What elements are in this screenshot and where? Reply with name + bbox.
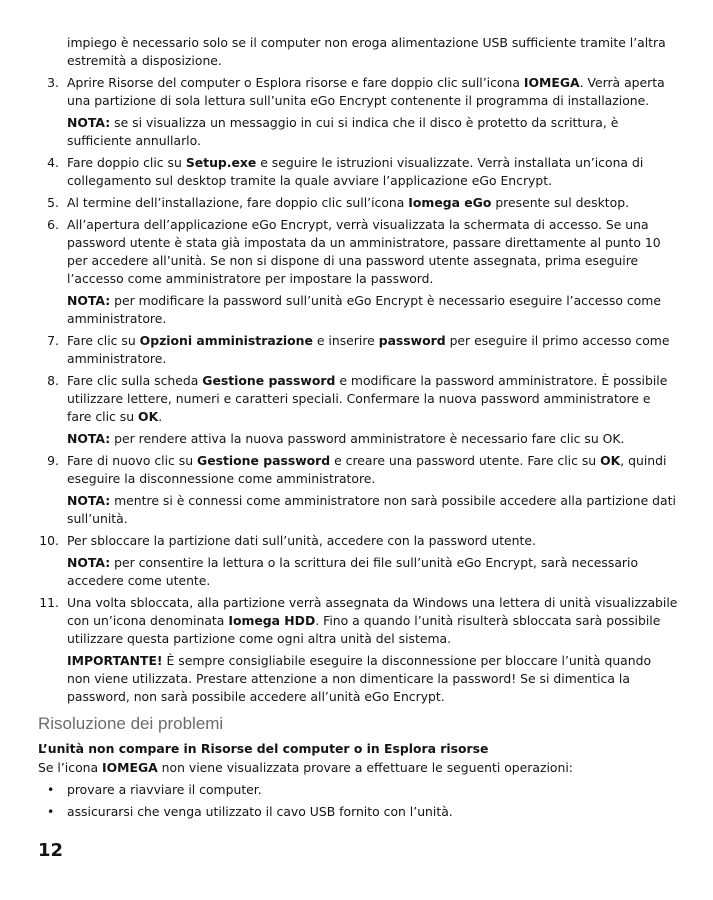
step-text <box>67 452 678 488</box>
step-number: 3. <box>47 75 59 90</box>
note <box>67 114 678 150</box>
note-text: per rendere attiva la nuova password amministratore è necessario fare clic su OK. <box>110 431 625 446</box>
list-item <box>38 332 678 368</box>
bold-text: Gestione password <box>202 373 336 388</box>
bullet-item <box>38 803 678 821</box>
list-item <box>38 532 678 550</box>
step-number: 7. <box>47 333 59 348</box>
continued-paragraph: impiego è necessario solo se il computer non eroga alimentazione USB sufficiente tramite l’altra estremità a disposizione. <box>67 35 666 68</box>
bullet-item <box>38 781 678 799</box>
text-run: e seguire le istruzioni visualizzate. Verrà installata un’icona di collegamento sul desktop tramite la quale avviare l’applicazione eGo Encrypt. <box>67 155 644 188</box>
text-run: non viene visualizzata provare a effettuare le seguenti operazioni: <box>157 760 573 775</box>
list-item <box>38 194 678 212</box>
step-text <box>67 372 678 426</box>
note-text: È sempre consigliabile eseguire la disconnessione per bloccare l’unità quando non viene utilizzata. Prestare attenzione a non dimenticare la password! Se si dimentica la password, non sarà possibile accedere all’unità eGo Encrypt. <box>67 653 652 704</box>
bullet-text: assicurarsi che venga utilizzato il cavo USB fornito con l’unità. <box>67 804 453 819</box>
text-run: . <box>158 409 163 424</box>
installation-steps-list <box>38 74 678 706</box>
step-number: 10. <box>39 533 59 548</box>
bold-text: IOMEGA <box>102 760 158 775</box>
list-item <box>38 594 678 648</box>
bold-text: Opzioni amministrazione <box>139 333 313 348</box>
bullet-text: provare a riavviare il computer. <box>67 782 262 797</box>
step-text <box>67 216 678 288</box>
note-label: NOTA: <box>67 493 111 508</box>
bold-text: Iomega eGo <box>408 195 492 210</box>
list-item <box>38 372 678 426</box>
note-label: IMPORTANTE! <box>67 653 163 668</box>
text-run: . Fino a quando l’unità risulterà sbloccata sarà possibile utilizzare questa partizione come ogni altra unità del sistema. <box>67 613 661 646</box>
note <box>67 430 678 448</box>
note-label: NOTA: <box>67 555 111 570</box>
text-run: , quindi eseguire la disconnessione come amministratore. <box>67 453 667 486</box>
document-page <box>38 34 678 821</box>
note <box>67 554 678 590</box>
text-run: Per sbloccare la partizione dati sull’unità, accedere con la password utente. <box>67 533 536 548</box>
bullet-icon: • <box>47 804 55 819</box>
step-text <box>67 154 678 190</box>
step-text <box>67 74 678 110</box>
page-number: 12 <box>38 840 64 861</box>
note-text: per modificare la password sull’unità eGo Encrypt è necessario eseguire l’accesso come amministratore. <box>67 293 661 326</box>
note-label: NOTA: <box>67 431 111 446</box>
text-run: Al termine dell’installazione, fare doppio clic sull’icona <box>67 195 409 210</box>
step-number: 8. <box>47 373 59 388</box>
bold-text: IOMEGA <box>523 75 580 90</box>
text-run: Aprire Risorse del computer o Esplora risorse e fare doppio clic sull’icona <box>67 75 524 90</box>
step-number: 6. <box>47 217 59 232</box>
bullet-list <box>38 781 678 821</box>
text-run: e modificare la password amministratore. È possibile utilizzare lettere, numeri e caratteri speciali. Confermare la nuova password amministratore e fare clic su <box>67 373 668 424</box>
list-item <box>38 74 678 110</box>
step-number: 11. <box>39 595 59 610</box>
note-text: mentre si è connessi come amministratore non sarà possibile accedere alla partizione dati sull’unità. <box>67 493 676 526</box>
list-item <box>38 154 678 190</box>
step-number: 9. <box>47 453 59 468</box>
troubleshooting-intro <box>38 759 678 777</box>
bold-text: Gestione password <box>197 453 331 468</box>
bullet-icon: • <box>47 782 55 797</box>
step-text <box>67 594 678 648</box>
note-text: per consentire la lettura o la scrittura dei file sull’unità eGo Encrypt, sarà necessario accedere come utente. <box>67 555 639 588</box>
step-text <box>67 532 678 550</box>
step-text <box>67 194 678 212</box>
text-run: Fare clic sulla scheda <box>67 373 203 388</box>
note <box>67 492 678 528</box>
note <box>67 652 678 706</box>
bold-text: password <box>378 333 446 348</box>
text-run: Una volta sbloccata, alla partizione verrà assegnata da Windows una lettera di unità visualizzabile con un’icona denominata <box>67 595 678 628</box>
text-run: e creare una password utente. Fare clic su <box>330 453 601 468</box>
section-title: Risoluzione dei problemi <box>38 714 224 733</box>
text-run: . Verrà aperta una partizione di sola lettura sull’unita eGo Encrypt contenente il programma di installazione. <box>67 75 665 108</box>
note-label: NOTA: <box>67 115 111 130</box>
text-run: Fare doppio clic su <box>67 155 186 170</box>
text-run: Fare di nuovo clic su <box>67 453 198 468</box>
step-number: 5. <box>47 195 59 210</box>
note-label: NOTA: <box>67 293 111 308</box>
list-item <box>38 216 678 288</box>
text-run: Se l’icona <box>38 760 103 775</box>
step-text <box>67 332 678 368</box>
text-run: e inserire <box>312 333 379 348</box>
list-item <box>38 452 678 488</box>
subheading: L’unità non compare in Risorse del computer o in Esplora risorse <box>38 741 489 756</box>
bold-text: Setup.exe <box>185 155 257 170</box>
note-text: se si visualizza un messaggio in cui si indica che il disco è protetto da scrittura, è sufficiente annullarlo. <box>67 115 619 148</box>
bold-text: OK <box>138 409 159 424</box>
note <box>67 292 678 328</box>
step-number: 4. <box>47 155 59 170</box>
text-run: per eseguire il primo accesso come amministratore. <box>67 333 670 366</box>
bold-text: Iomega HDD <box>228 613 316 628</box>
text-run: presente sul desktop. <box>491 195 630 210</box>
text-run: All’apertura dell’applicazione eGo Encrypt, verrà visualizzata la schermata di accesso. Se una password utente è stata già impostata da un amministratore, passare direttamente al punto 10 per accedere all’unità. Se non si dispone di una password utente assegnata, prima eseguire l’accesso come amministratore per impostare la password. <box>67 217 661 286</box>
text-run: Fare clic su <box>67 333 140 348</box>
bold-text: OK <box>600 453 621 468</box>
